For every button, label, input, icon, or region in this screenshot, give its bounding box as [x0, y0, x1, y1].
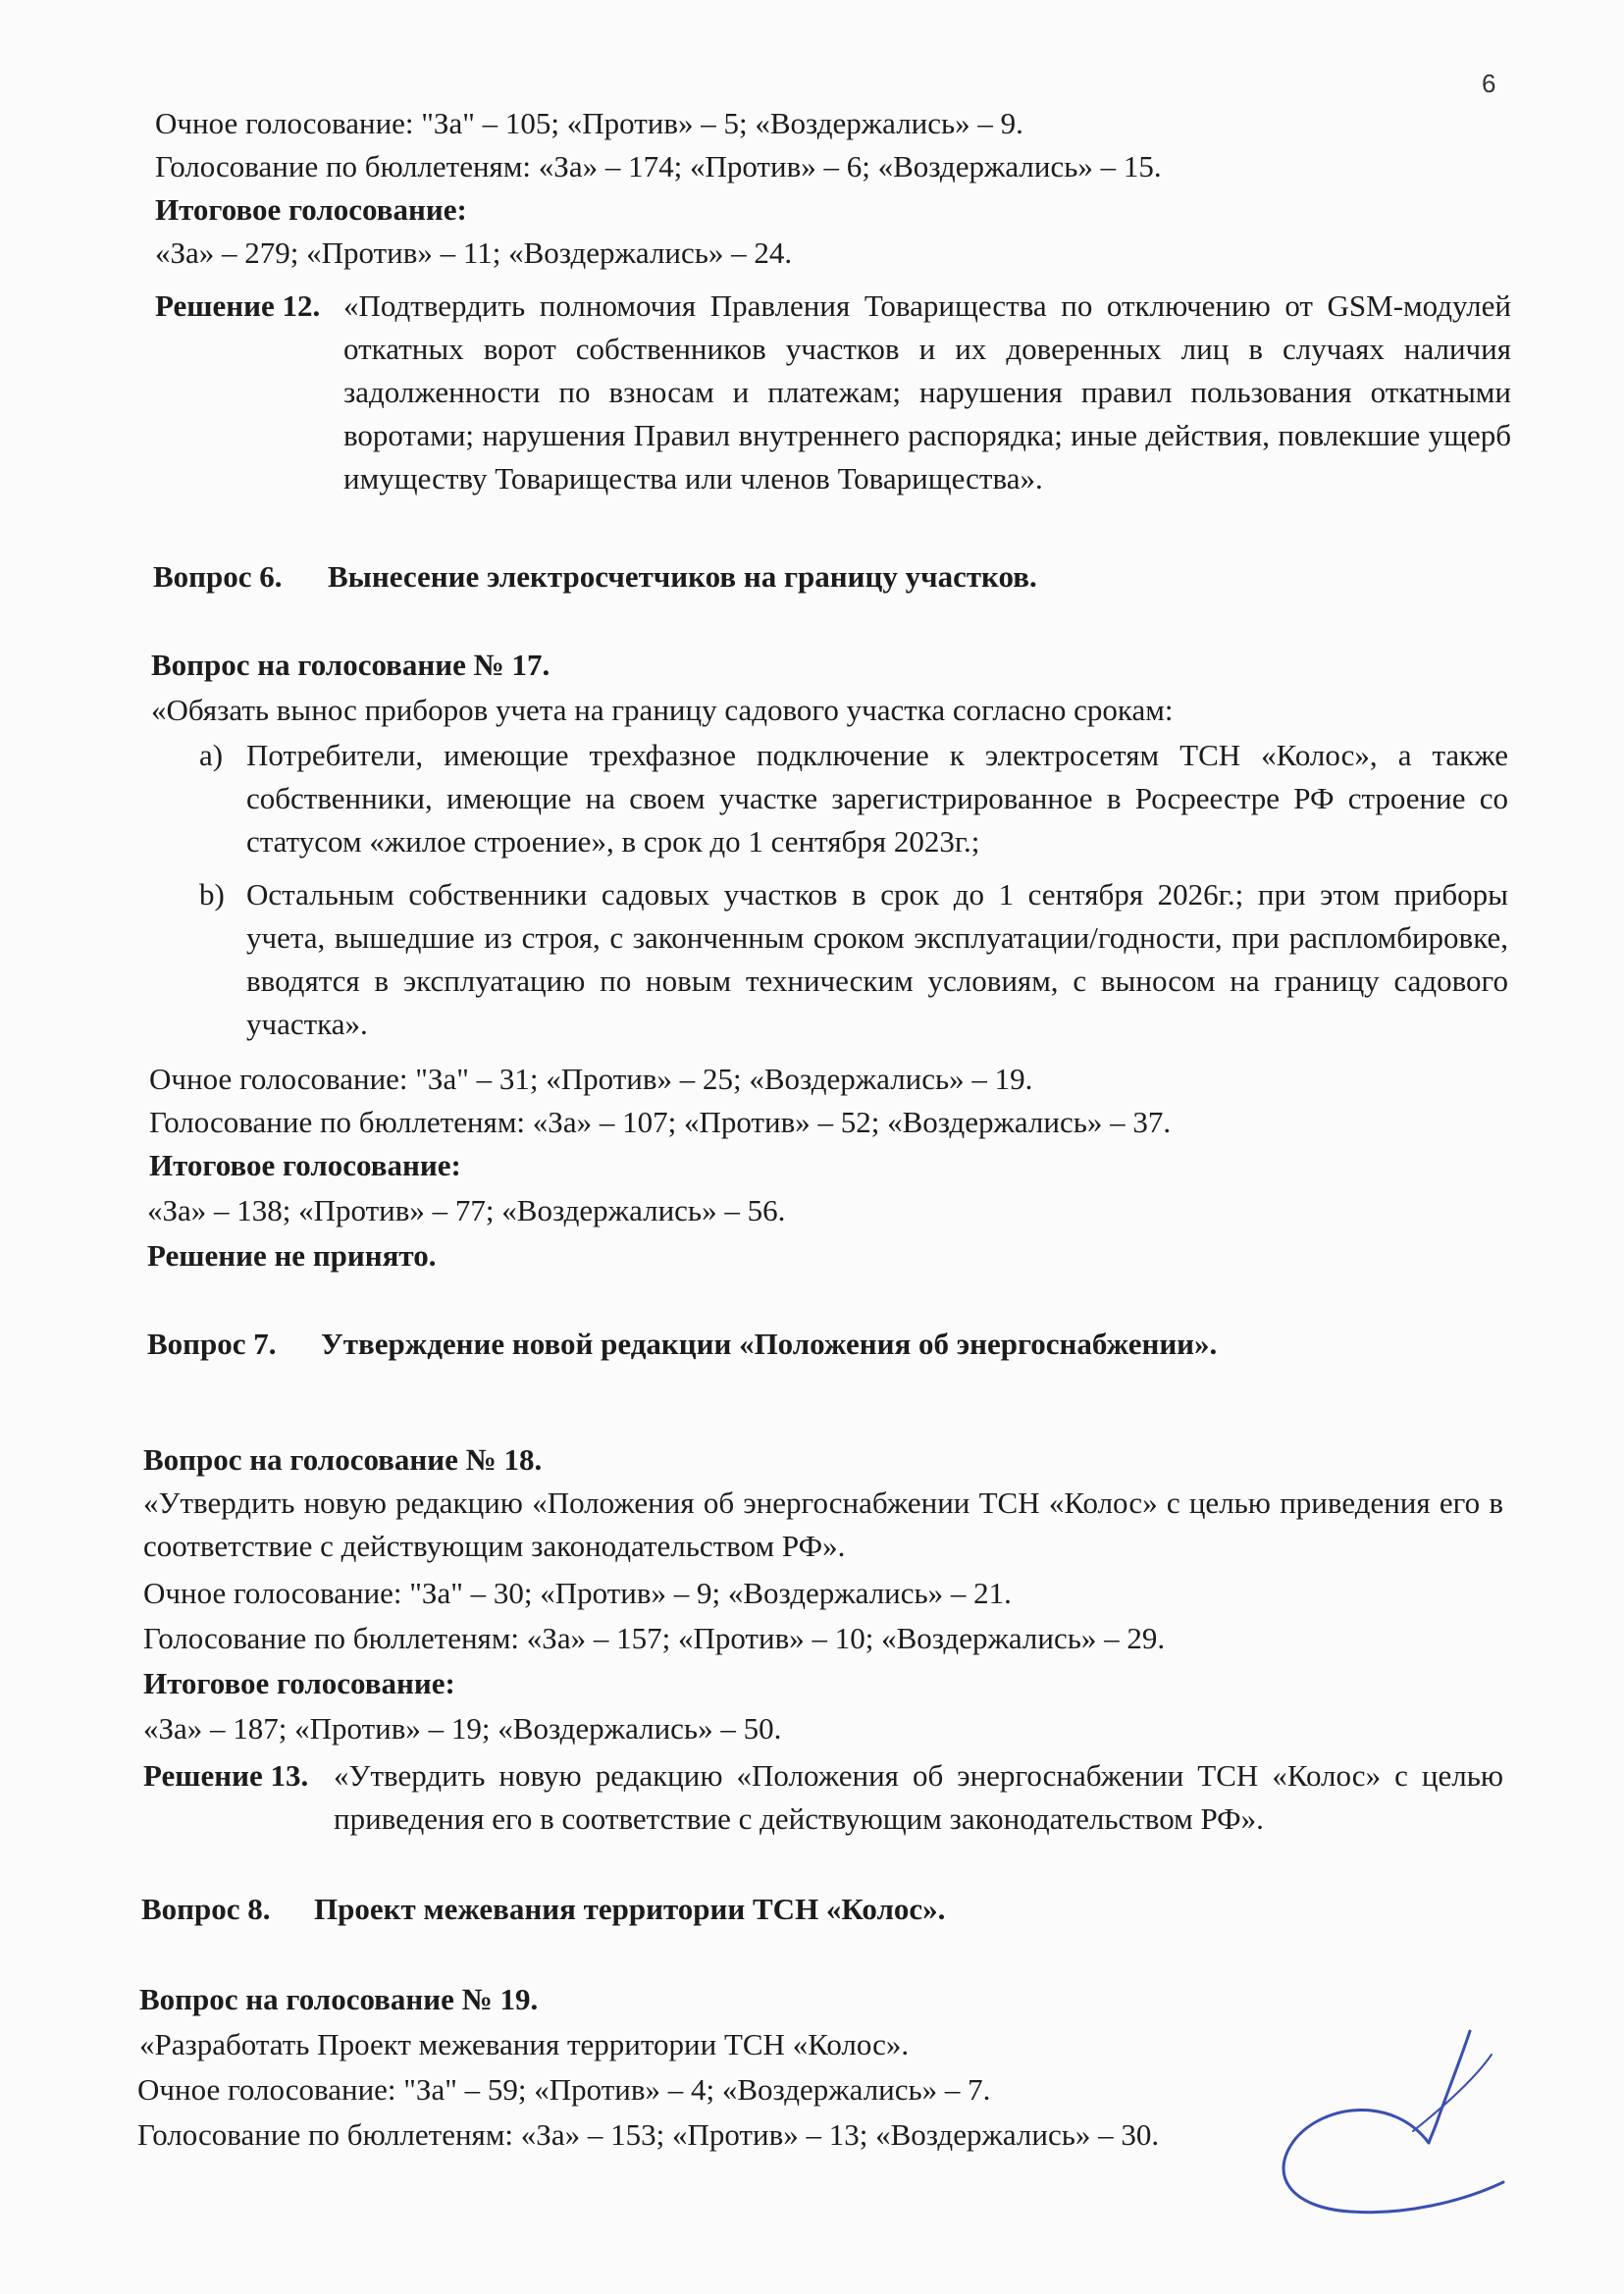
vote-question-17-heading: Вопрос на голосование № 17.: [151, 648, 550, 682]
vote-ballots-line: Голосование по бюллетеням: «За» – 174; «Против» – 6; «Воздержались» – 15.: [155, 149, 1162, 183]
decision-12-label: Решение 12.: [155, 288, 321, 323]
question-19-text: «Разработать Проект межевания территории ТСН «Колос».: [139, 2027, 910, 2061]
decision-12-text: «Подтвердить полномочия Правления Товарищества по отключению от GSM-модулей откатных ворот собственников участков и их доверенных лиц в случаях наличия задолженности по взносам и платежам; нарушения правил пользования откатными воротами; нарушения Правил внутреннего распорядка; иные действия, повлекшие ущерб имуществу Товарищества или членов Товарищества».: [343, 288, 1511, 495]
list-item-a-text: Потребители, имеющие трехфазное подключение к электросетям ТСН «Колос», а также собственники, имеющие на своем участке зарегистрированное в Росреестре РФ строение со статусом «жилое строение», в срок до 1 сентября 2023г.;: [246, 738, 1508, 859]
q17-result: Решение не принято.: [147, 1238, 437, 1273]
vote-question-18-heading: Вопрос на голосование № 18.: [143, 1442, 543, 1477]
question-7-title: Утверждение новой редакции «Положения об энергоснабжении».: [321, 1327, 1218, 1361]
q18-ballots-line: Голосование по бюллетеням: «За» – 157; «Против» – 10; «Воздержались» – 29.: [143, 1621, 1166, 1655]
total-vote-heading: Итоговое голосование:: [155, 192, 467, 227]
q18-in-person-line: Очное голосование: "За" – 30; «Против» – 9; «Воздержались» – 21.: [143, 1576, 1012, 1610]
decision-13-text: «Утвердить новую редакцию «Положения об энергоснабжении ТСН «Колос» с целью приведения его в соответствие с действующим законодательством РФ».: [334, 1758, 1503, 1836]
list-item-a-marker: a): [199, 738, 224, 772]
handwritten-signature: [1246, 2021, 1541, 2217]
page-number: 6: [1482, 69, 1496, 98]
q19-in-person-line: Очное голосование: "За" – 59; «Против» – 4; «Воздержались» – 7.: [137, 2072, 991, 2107]
q17-total-line: «За» – 138; «Против» – 77; «Воздержались» – 56.: [147, 1193, 786, 1227]
question-18-text: «Утвердить новую редакцию «Положения об энергоснабжении ТСН «Колос» с целью приведения его в соответствие с действующим законодательством РФ».: [143, 1486, 1503, 1563]
list-item-b-text: Остальным собственники садовых участков в срок до 1 сентября 2026г.; при этом приборы учета, вышедшие из строя, с законченным сроком эксплуатации/годности, при распломбировке, вводятся в эксплуатацию по новым техническим условиям, с выносом на границу садового участка».: [246, 877, 1508, 1041]
total-vote-line: «За» – 279; «Против» – 11; «Воздержались» – 24.: [155, 235, 793, 270]
question-8-label: Вопрос 8.: [141, 1892, 271, 1926]
q18-total-line: «За» – 187; «Против» – 19; «Воздержались» – 50.: [143, 1711, 782, 1746]
question-7-label: Вопрос 7.: [147, 1327, 277, 1361]
q18-total-heading: Итоговое голосование:: [143, 1666, 455, 1700]
question-8-title: Проект межевания территории ТСН «Колос».: [314, 1892, 946, 1926]
list-item-b-marker: b): [199, 877, 225, 912]
q17-in-person-line: Очное голосование: "За" – 31; «Против» – 25; «Воздержались» – 19.: [149, 1062, 1033, 1096]
q17-total-heading: Итоговое голосование:: [149, 1148, 461, 1182]
q19-ballots-line: Голосование по бюллетеням: «За» – 153; «Против» – 13; «Воздержались» – 30.: [137, 2117, 1160, 2152]
vote-in-person-line: Очное голосование: "За" – 105; «Против» – 5; «Воздержались» – 9.: [155, 106, 1023, 140]
question-6-title: Вынесение электросчетчиков на границу участков.: [328, 559, 1037, 594]
q17-ballots-line: Голосование по бюллетеням: «За» – 107; «Против» – 52; «Воздержались» – 37.: [149, 1105, 1172, 1139]
decision-13-label: Решение 13.: [143, 1758, 309, 1793]
vote-question-19-heading: Вопрос на голосование № 19.: [139, 1982, 539, 2016]
question-6-label: Вопрос 6.: [153, 559, 283, 594]
question-17-intro: «Обязать вынос приборов учета на границу садового участка согласно срокам:: [151, 693, 1174, 727]
